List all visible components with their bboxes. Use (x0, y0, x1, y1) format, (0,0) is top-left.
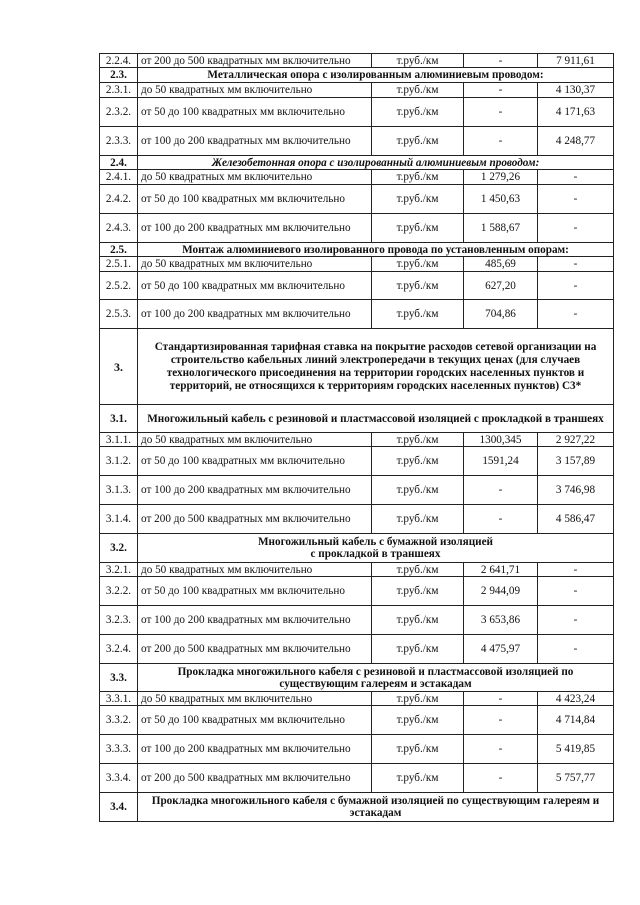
table-row (100, 170, 614, 185)
row-value-1: 3 653,86 (464, 606, 538, 635)
row-description: от 50 до 100 квадратных мм включительно (138, 272, 372, 300)
row-value-2: - (538, 214, 614, 243)
row-unit: т.руб./км (372, 692, 464, 706)
row-description: от 100 до 200 квадратных мм включительно (138, 300, 372, 329)
row-description: от 100 до 200 квадратных мм включительно (138, 214, 372, 243)
row-unit: т.руб./км (372, 127, 464, 156)
section-title: Стандартизированная тарифная ставка на покрытие расходов сетевой организации на строительство кабельных линий электропередачи в текущих ценах (для случаев технологического присоединения на территории городских населенных пунктов и территорий, не относящихся к территориям городских населенных пунктов) С3* (138, 329, 614, 405)
row-value-1: - (464, 764, 538, 793)
row-unit: т.руб./км (372, 170, 464, 185)
row-description: до 50 квадратных мм включительно (138, 433, 372, 447)
table-row (100, 127, 614, 156)
row-description: от 200 до 500 квадратных мм включительно (138, 505, 372, 534)
row-value-2: 4 130,37 (538, 83, 614, 98)
row-value-2: - (538, 170, 614, 185)
row-value-2: 4 423,24 (538, 692, 614, 706)
row-value-1: - (464, 127, 538, 156)
section-number: 2.5. (100, 243, 138, 257)
row-number: 2.5.1. (100, 257, 138, 272)
row-value-1: 2 944,09 (464, 577, 538, 606)
row-value-1: - (464, 83, 538, 98)
row-number: 3.1.3. (100, 476, 138, 505)
table-row (100, 764, 614, 793)
table-row (100, 505, 614, 534)
row-unit: т.руб./км (372, 447, 464, 476)
row-description: до 50 квадратных мм включительно (138, 83, 372, 98)
row-value-1: 4 475,97 (464, 635, 538, 664)
row-description: до 50 квадратных мм включительно (138, 257, 372, 272)
row-value-2: 3 746,98 (538, 476, 614, 505)
row-value-2: - (538, 272, 614, 300)
tariff-table (99, 53, 614, 822)
row-unit: т.руб./км (372, 635, 464, 664)
row-number: 3.1.2. (100, 447, 138, 476)
row-unit: т.руб./км (372, 505, 464, 534)
section-header-row (100, 534, 614, 563)
section-number: 2.3. (100, 68, 138, 83)
row-number: 2.5.2. (100, 272, 138, 300)
row-description: от 200 до 500 квадратных мм включительно (138, 635, 372, 664)
row-value-1: 2 641,71 (464, 563, 538, 577)
row-value-1: 1591,24 (464, 447, 538, 476)
row-unit: т.руб./км (372, 83, 464, 98)
row-number: 3.1.4. (100, 505, 138, 534)
row-description: от 50 до 100 квадратных мм включительно (138, 185, 372, 214)
row-unit: т.руб./км (372, 577, 464, 606)
section-header-row (100, 243, 614, 257)
table-row (100, 577, 614, 606)
row-unit: т.руб./км (372, 606, 464, 635)
row-value-2: 4 714,84 (538, 706, 614, 735)
table-row (100, 272, 614, 300)
table-row (100, 563, 614, 577)
row-number: 3.2.2. (100, 577, 138, 606)
section-title: Монтаж алюминиевого изолированного провода по установленным опорам: (138, 243, 614, 257)
row-value-2: 5 757,77 (538, 764, 614, 793)
row-number: 2.3.3. (100, 127, 138, 156)
section-title: Металлическая опора с изолированным алюминиевым проводом: (138, 68, 614, 83)
row-value-2: - (538, 577, 614, 606)
section-title: Многожильный кабель с бумажной изоляцией с прокладкой в траншеях (138, 534, 614, 563)
row-description: от 200 до 500 квадратных мм включительно (138, 54, 372, 68)
section-header-row (100, 664, 614, 692)
row-number: 2.4.1. (100, 170, 138, 185)
row-number: 2.3.1. (100, 83, 138, 98)
section-number: 3.1. (100, 405, 138, 433)
table-row (100, 98, 614, 127)
row-description: от 100 до 200 квадратных мм включительно (138, 127, 372, 156)
section-title: Прокладка многожильного кабеля с бумажной изоляцией по существующим галереям и эстакадам (138, 793, 614, 822)
row-value-2: - (538, 257, 614, 272)
row-number: 3.3.2. (100, 706, 138, 735)
table-row (100, 54, 614, 68)
table-row (100, 476, 614, 505)
row-description: до 50 квадратных мм включительно (138, 563, 372, 577)
row-value-2: - (538, 563, 614, 577)
row-description: от 50 до 100 квадратных мм включительно (138, 447, 372, 476)
section-number: 3.4. (100, 793, 138, 822)
row-unit: т.руб./км (372, 735, 464, 764)
row-description: до 50 квадратных мм включительно (138, 692, 372, 706)
section-header-row (100, 156, 614, 170)
row-unit: т.руб./км (372, 433, 464, 447)
row-value-2: - (538, 606, 614, 635)
row-value-2: 4 586,47 (538, 505, 614, 534)
section-number: 3. (100, 329, 138, 405)
row-value-2: 7 911,61 (538, 54, 614, 68)
row-value-1: 704,86 (464, 300, 538, 329)
row-number: 3.3.4. (100, 764, 138, 793)
row-unit: т.руб./км (372, 98, 464, 127)
row-value-1: - (464, 735, 538, 764)
table-row (100, 185, 614, 214)
row-description: от 100 до 200 квадратных мм включительно (138, 735, 372, 764)
row-value-1: - (464, 98, 538, 127)
table-row (100, 257, 614, 272)
row-unit: т.руб./км (372, 214, 464, 243)
row-value-2: - (538, 185, 614, 214)
row-description: до 50 квадратных мм включительно (138, 170, 372, 185)
row-value-2: 3 157,89 (538, 447, 614, 476)
row-value-1: 485,69 (464, 257, 538, 272)
row-number: 3.2.3. (100, 606, 138, 635)
row-number: 2.3.2. (100, 98, 138, 127)
row-number: 2.5.3. (100, 300, 138, 329)
row-number: 2.2.4. (100, 54, 138, 68)
section-number: 3.2. (100, 534, 138, 563)
row-value-1: - (464, 476, 538, 505)
row-value-1: - (464, 706, 538, 735)
row-number: 2.4.3. (100, 214, 138, 243)
row-description: от 200 до 500 квадратных мм включительно (138, 764, 372, 793)
row-description: от 50 до 100 квадратных мм включительно (138, 706, 372, 735)
row-description: от 100 до 200 квадратных мм включительно (138, 606, 372, 635)
table-row (100, 606, 614, 635)
row-value-2: - (538, 300, 614, 329)
section-number: 3.3. (100, 664, 138, 692)
row-unit: т.руб./км (372, 563, 464, 577)
row-unit: т.руб./км (372, 706, 464, 735)
row-value-1: - (464, 54, 538, 68)
section-title: Многожильный кабель с резиновой и пластмассовой изоляцией с прокладкой в траншеях (138, 405, 614, 433)
row-value-1: 627,20 (464, 272, 538, 300)
row-value-1: - (464, 692, 538, 706)
table-row (100, 635, 614, 664)
row-number: 3.3.1. (100, 692, 138, 706)
row-description: от 50 до 100 квадратных мм включительно (138, 577, 372, 606)
section-number: 2.4. (100, 156, 138, 170)
row-value-1: 1 279,26 (464, 170, 538, 185)
section-header-row (100, 793, 614, 822)
row-number: 3.3.3. (100, 735, 138, 764)
row-value-2: 5 419,85 (538, 735, 614, 764)
row-number: 2.4.2. (100, 185, 138, 214)
row-unit: т.руб./км (372, 764, 464, 793)
row-value-1: 1 588,67 (464, 214, 538, 243)
table-row (100, 692, 614, 706)
row-unit: т.руб./км (372, 476, 464, 505)
row-description: от 50 до 100 квадратных мм включительно (138, 98, 372, 127)
row-description: от 100 до 200 квадратных мм включительно (138, 476, 372, 505)
row-value-2: - (538, 635, 614, 664)
row-number: 3.2.4. (100, 635, 138, 664)
table-row (100, 706, 614, 735)
row-unit: т.руб./км (372, 272, 464, 300)
table-row (100, 735, 614, 764)
row-value-2: 2 927,22 (538, 433, 614, 447)
table-row (100, 447, 614, 476)
row-value-1: - (464, 505, 538, 534)
section-title: Прокладка многожильного кабеля с резиновой и пластмассовой изоляцией по существующим галереям и эстакадам (138, 664, 614, 692)
row-number: 3.1.1. (100, 433, 138, 447)
row-value-1: 1 450,63 (464, 185, 538, 214)
table-row (100, 300, 614, 329)
table-row (100, 433, 614, 447)
section-header-main (100, 329, 614, 405)
table-row (100, 214, 614, 243)
tariff-table-body (100, 54, 614, 822)
row-unit: т.руб./км (372, 54, 464, 68)
row-unit: т.руб./км (372, 185, 464, 214)
row-value-2: 4 248,77 (538, 127, 614, 156)
table-row (100, 83, 614, 98)
section-header-row (100, 405, 614, 433)
row-unit: т.руб./км (372, 257, 464, 272)
row-number: 3.2.1. (100, 563, 138, 577)
row-value-2: 4 171,63 (538, 98, 614, 127)
row-unit: т.руб./км (372, 300, 464, 329)
section-title: Железобетонная опора с изолированный алюминиевым проводом: (138, 156, 614, 170)
row-value-1: 1300,345 (464, 433, 538, 447)
section-header-row (100, 68, 614, 83)
